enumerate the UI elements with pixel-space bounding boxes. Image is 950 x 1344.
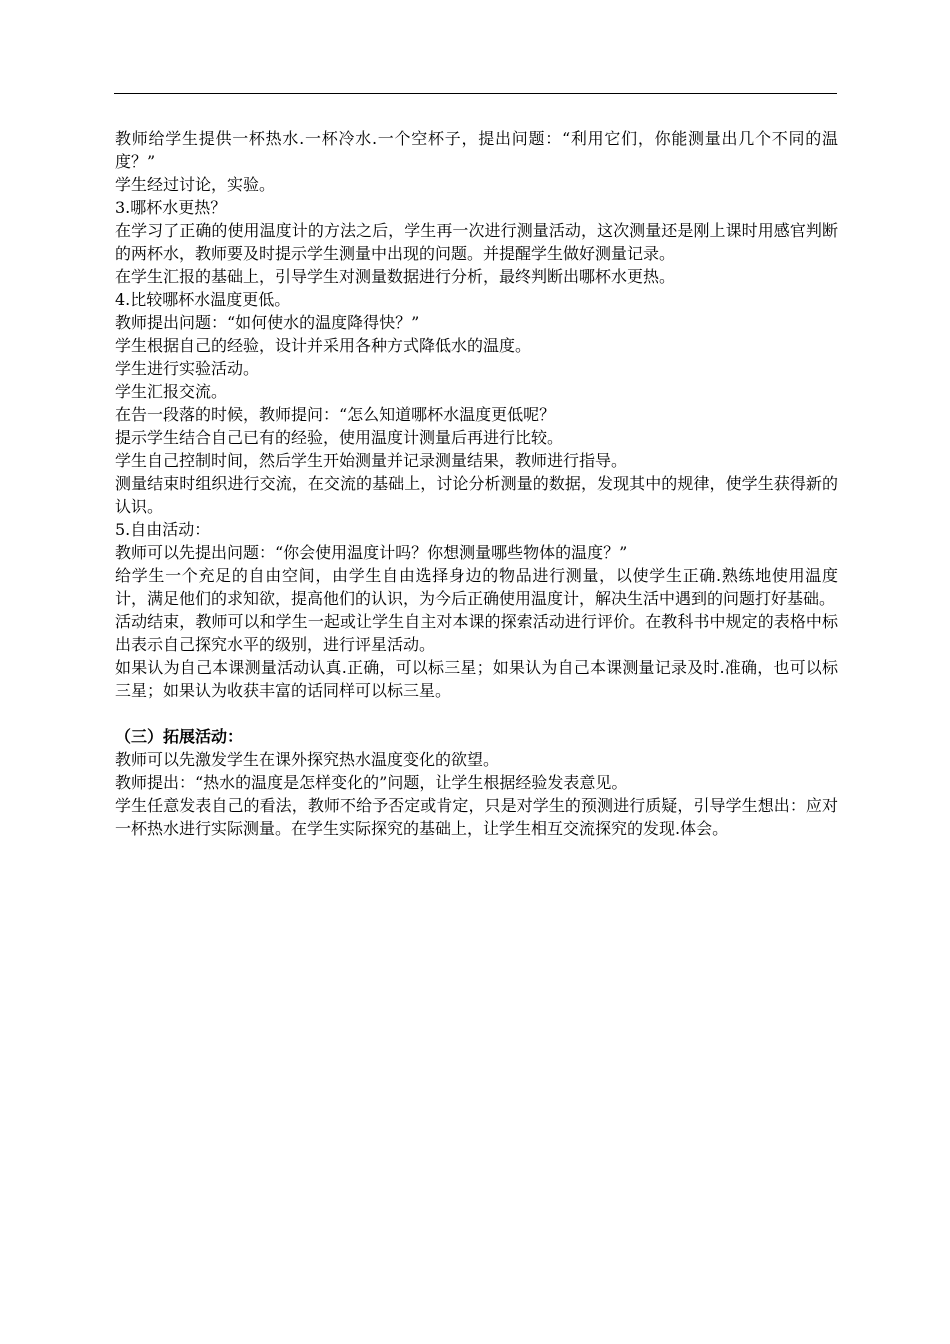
section-heading-extension: （三）拓展活动： [115,727,244,746]
paragraph-step-heading: 5.自由活动： [115,520,211,539]
header-rule [114,93,837,94]
document-body [115,127,838,840]
paragraph-step-heading: 3.哪杯水更热？ [115,198,227,217]
paragraph: 如果认为自己本课测量活动认真.正确，可以标三星；如果认为自己本课测量记录及时.准确，也可以标三星；如果认为收获丰富的话同样可以标三星。 [115,658,838,700]
paragraph: 学生自己控制时间，然后学生开始测量并记录测量结果，教师进行指导。 [115,451,628,470]
paragraph: 教师可以先提出问题：“你会使用温度计吗？你想测量哪些物体的温度？” [115,543,628,562]
paragraph: 教师提出：“热水的温度是怎样变化的”问题，让学生根据经验发表意见。 [115,773,628,792]
paragraph: 测量结束时组织进行交流，在交流的基础上，讨论分析测量的数据，发现其中的规律，使学生获得新的认识。 [115,474,838,516]
paragraph: 学生进行实验活动。 [115,359,260,378]
paragraph: 学生根据自己的经验，设计并采用各种方式降低水的温度。 [115,336,532,355]
paragraph: 学生任意发表自己的看法，教师不给予否定或肯定，只是对学生的预测进行质疑，引导学生想出：应对一杯热水进行实际测量。在学生实际探究的基础上，让学生相互交流探究的发现.体会。 [115,796,838,838]
paragraph: 提示学生结合自己已有的经验，使用温度计测量后再进行比较。 [115,428,564,447]
paragraph: 活动结束，教师可以和学生一起或让学生自主对本课的探索活动进行评价。在教科书中规定的表格中标出表示自己探究水平的级别，进行评星活动。 [115,612,838,654]
paragraph: 在学生汇报的基础上，引导学生对测量数据进行分析，最终判断出哪杯水更热。 [115,267,676,286]
paragraph: 教师可以先激发学生在课外探究热水温度变化的欲望。 [115,750,500,769]
paragraph: 在学习了正确的使用温度计的方法之后，学生再一次进行测量活动，这次测量还是刚上课时用感官判断的两杯水，教师要及时提示学生测量中出现的问题。并提醒学生做好测量记录。 [115,221,838,263]
paragraph: 学生经过讨论，实验。 [115,175,276,194]
paragraph: 给学生一个充足的自由空间，由学生自由选择身边的物品进行测量，以使学生正确.熟练地使用温度计，满足他们的求知欲，提高他们的认识，为今后正确使用温度计，解决生活中遇到的问题打好基础。 [115,566,838,608]
paragraph: 在告一段落的时候，教师提问：“怎么知道哪杯水温度更低呢？ [115,405,556,424]
paragraph: 教师提出问题：“如何使水的温度降得快？” [115,313,420,332]
paragraph: 学生汇报交流。 [115,382,228,401]
paragraph-step-heading: 4.比较哪杯水温度更低。 [115,290,291,309]
paragraph: 教师给学生提供一杯热水.一杯冷水.一个空杯子，提出问题：“利用它们，你能测量出几个不同的温度？” [115,129,838,171]
